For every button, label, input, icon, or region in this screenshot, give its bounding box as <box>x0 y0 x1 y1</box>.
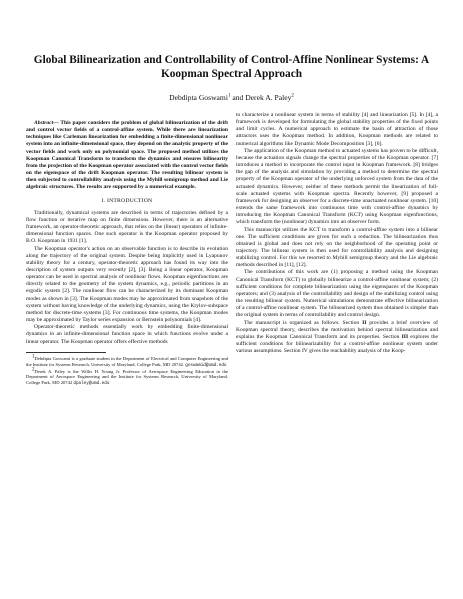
author-2-affiliation-mark: 2 <box>291 93 294 99</box>
body-paragraph-5 <box>236 320 438 356</box>
footnote-2 <box>26 366 228 388</box>
body-paragraph-3: This manuscript utilizes the KCT to transform a control-affine system into a bilinear one. The sufficient conditions are given for such a reduction. The bilinearization thus obtained is global and does not rely on the neighborhood of the operating point or trajectory. The bilinear system is then used for controllability analysis and designing stabilizing control. For this we resorted to Myhill semigroup theory and the Lie algebraic methods described in [11], [12]. <box>236 226 438 269</box>
footnote-1-email: goswamid@umd.edu <box>185 362 227 368</box>
abstract-text: This paper considers the problem of global bilinearization of the drift and control vector fields of a control-affine system. While there are linearization techniques like Carleman linearization for embedding a finite-dimensional nonlinear system into an infinite-dimensional space, they depend on the analytic property of the vector fields and work only on polynomial space. The proposed method utilizes the Koopman Canonical Transform to transform the dynamics and ensures bilinearity from the projection of the Koopman operator associated with the control vector fields on the eigenspace of the drift Koopman operator. The resulting bilinear system is then subjected to controllability analysis using the Myhill semigroup method and Lie algebraic structures. The results are supported by a numerical example. <box>26 120 228 191</box>
section-ref-2: II <box>362 319 367 326</box>
author-list <box>30 93 433 102</box>
author-1-affiliation-mark: 1 <box>227 93 231 99</box>
footnote-2-email: dpaley@umd.edu <box>73 381 110 387</box>
section-heading-introduction: I. INTRODUCTION <box>101 197 153 204</box>
abstract <box>26 120 228 192</box>
author-1: Debdipta Goswami <box>169 93 228 102</box>
body-paragraph-4: The contributions of this work are (1) proposing a method using the Koopman Canonical Transform (KCT) to globally bilinearize a control-affine nonlinear system; (2) sufficient conditions for complete bilinearization using the eigenspaces of the Koopman operators; and (3) analysis of the controllability and design of the stabilizing control using the resulting bilinear system. Numerical simulations demonstrate effective bilinearization of a control-affine nonlinear system. The bilinearized system thus obtained is simpler than the original system in terms of controllability and control design. <box>236 269 438 319</box>
author-separator: and <box>230 93 246 102</box>
intro-paragraph-2: The Koopman operator's action on an observable function is to describe its evolution along the trajectory of the original system. Despite being implicitly used in Lyapunov stability theory for a century, operator-theoretic approach has found its way into the description of system outputs very recently [2], [3]. Being a linear operator, Koopman operator can be used in spectral analysis of nonlinear flows. Koopman eigenfunctions are directly related to the geometry of the system dynamics, e.g., periodic partitions in an ergodic system [2]. The nonlinear flow can be characterized by its dominant Koopman modes as shown in [3]. The Koopman modes may be approximated from snapshots of the system without having knowledge of the underlying dynamics, using the Krylov-subspace method for discrete-time systems [3]. For continuous time systems, the Koopman modes may be approximated by Taylor series expansion or Bernstein polynomials [4]. <box>26 245 228 324</box>
organization-text-c: explores the sufficient conditions for bilinearizability for a control-affine nonlinear system under various assumptions. Section IV gives the reachability analysis of the Koop- <box>236 333 438 355</box>
author-2: Derek A. Paley <box>245 93 292 102</box>
right-column <box>236 112 438 355</box>
organization-text-b: provides a brief overview of Koopman spectral theory, describes the motivation behind spectral bilinearization and explains the Koopman Canonical Transform and its properties. Section <box>236 319 438 340</box>
abstract-label: Abstract <box>34 120 54 126</box>
footnote-1-mark: 1 <box>32 354 35 360</box>
organization-text-a: The manuscript is organized as follows. Section <box>244 319 363 326</box>
body-paragraph-2: The application of the Koopman method to actuated systems has proven to be difficult, because the actuation signals change the spectral properties of the Koopman operator. [7] introduces a method to incorporate the control input in Koopman framework. [8] bridges the gap of the analysis and simulation by providing a method to determine the spectral property of the Koopman operator of the underlying unforced system from the data of the actuated dynamics. However, neither of these methods permit the linearization of full-scale actuated systems with Koopman spectra. Recently however, [9] proposed a framework for designing an observer for a discrete-time unactuated nonlinear system. [10] extends the same framework into continuous time with control-affine dynamics by introducing the Koopman Canonical Transform (KCT) using Koopman eigenfunctions, which transform the (nonlinear) dynamics into an observer form. <box>236 147 438 226</box>
body-paragraph-1: to characterize a nonlinear system in terms of stability [4] and linearization [5]. In [4], a framework is developed for formulating the global stability properties of the fixed points and limit cycles. A numerical approach to estimate the basin of attraction of those attractors uses the Koopman method. In addition, Koopman methods are related to numerical algorithms like Dynamic Mode Decomposition [3], [6]. <box>236 112 438 147</box>
paper-title: Global Bilinearization and Controllability of Control-Affine Nonlinear Systems: A Koopman Spectral Approach <box>33 54 430 80</box>
abstract-dash: — <box>53 120 61 126</box>
footnote-2-text: Derek A. Paley is the Willis H. Young Jr. Professor of Aerospace Engineering Education in the Department of Aerospace Engineering and the Institute for Systems Research, University of Maryland, College Park, MD 20742 <box>26 368 228 386</box>
footnote-1-text: Debdipta Goswami is a graduate student in the Department of Electrical and Computer Engineering and the Institute for Systems Research, University of Maryland, College Park, MD 20742. <box>26 355 228 367</box>
section-ref-3: III <box>401 333 409 340</box>
footnote-2-mark: 2 <box>32 366 35 372</box>
intro-paragraph-3: Operator-theoretic methods essentially work by embedding finite-dimensional dynamics in an infinite-dimensional function space in which functions evolve under a linear operator. The Koopman operator offers effective methods <box>26 324 228 345</box>
footnote-rule <box>26 352 106 353</box>
footnote-1 <box>26 356 228 369</box>
intro-paragraph-1: Traditionally, dynamical systems are described in terms of trajectories defined by a flow function or iterative map on finite dimensions. However, there is an alternative framework, an operator-theoretic approach, that relies on the (linear) operators of infinite-dimensional function spaces. One such operator is the Koopman operator proposed by B.O. Koopman in 1931 [1]. <box>26 209 228 245</box>
left-column <box>26 112 228 387</box>
